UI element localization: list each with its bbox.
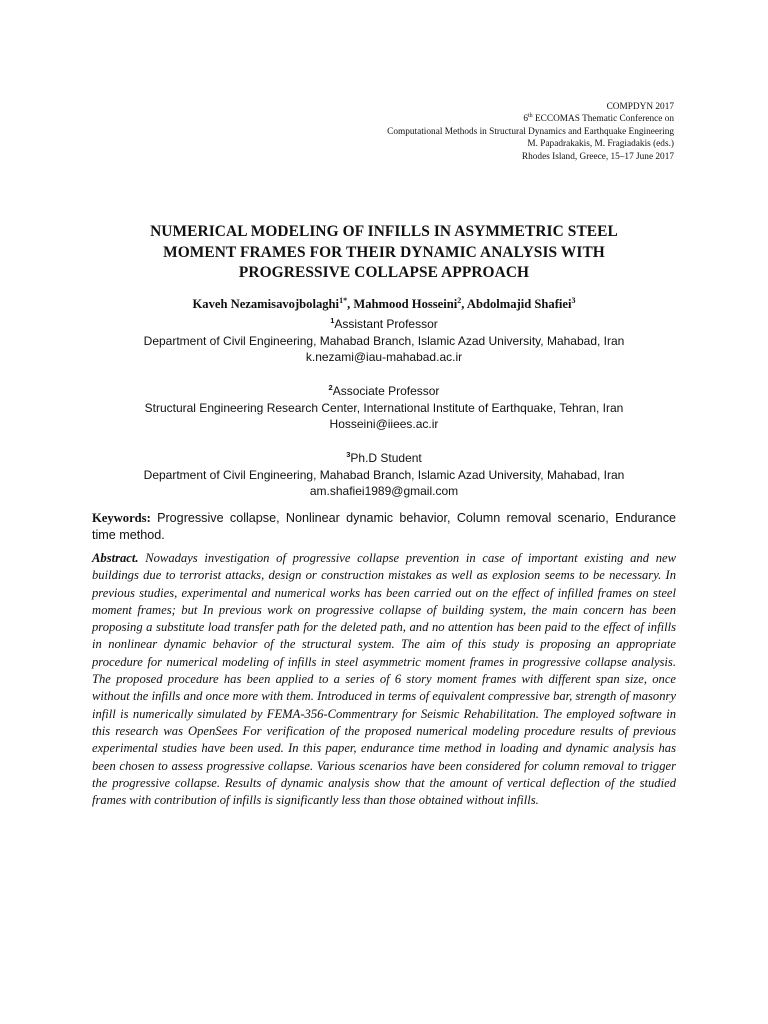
affiliation-position: $^2$Associate Professor xyxy=(328,383,440,398)
abstract-label: Abstract. xyxy=(92,551,139,565)
keywords-text: Progressive collapse, Nonlinear dynamic behavior, Column removal scenario, Endurance time method. xyxy=(92,511,676,542)
affiliation-institution: Department of Civil Engineering, Mahabad Branch, Islamic Azad University, Mahabad, Iran xyxy=(143,467,625,482)
affiliation-1 xyxy=(60,316,708,366)
conference-name: COMPDYN 2017 xyxy=(606,102,674,112)
affiliation-email: Hosseini@iiees.ac.ir xyxy=(329,417,439,431)
conference-location-date: Rhodes Island, Greece, 15–17 June 2017 xyxy=(521,151,674,162)
conference-topic: Computational Methods in Structural Dynamics and Earthquake Engineering xyxy=(387,126,674,137)
affiliation-position: $^1$Assistant Professor xyxy=(330,316,438,331)
affiliation-position: $^3$Ph.D Student xyxy=(346,450,422,465)
author-name: Abdolmajid Shafiei xyxy=(466,297,572,311)
affiliation-email: am.shafiei1989@gmail.com xyxy=(309,484,459,498)
author-list: Kaveh Nezamisavojbolaghi$^{1*}$, Mahmood Hosseini$^2$, Abdolmajid Shafiei$^3$ xyxy=(192,295,576,311)
affiliation-institution: Department of Civil Engineering, Mahabad Branch, Islamic Azad University, Mahabad, Iran xyxy=(143,333,625,348)
keywords-label: Keywords: xyxy=(92,511,151,525)
abstract-section xyxy=(92,550,676,809)
conference-header xyxy=(254,101,674,163)
author-name: Kaveh Nezamisavojbolaghi xyxy=(192,297,340,311)
affiliation-2 xyxy=(60,383,708,433)
abstract-text: Nowadays investigation of progressive collapse prevention in case of important existing and new buildings due to terrorist attacks, design or construction mistakes as well as explosion seems to be necessary. In previous studies, experimental and numerical works has been carried out on the effect of infilled frames on steel moment frames; but In previous work on progressive collapse of building system, the main concern has been proposing a substitute load transfer path for the deleted path, and no attention has been paid to the effect of infills in nonlinear dynamic behavior of the structural system. The aim of this study is proposing an appropriate procedure for numerical modeling of infills in steel asymmetric moment frames in progressive collapse analysis. The proposed procedure has been applied to a series of 6 story moment frames with different span size, once without the infills and once more with them. Introduced in terms of equivalent compressive bar, strength of masonry infill is numerically simulated by FEMA-356-Commentrary for Seismic Rehabilitation. The employed software in this research was OpenSees For verification of the proposed numerical modeling procedure results of previous experimental studies have been used. In this paper, endurance time method in loading and dynamic analysis has been chosen to assess progressive collapse. Various scenarios have been considered for column removal to trigger the progressive collapse. Results of dynamic analysis show that the amount of vertical deflection of the studied frames with contribution of infills is significantly less than those obtained without infills. xyxy=(92,551,676,808)
keywords-section xyxy=(92,510,676,543)
author-name: Mahmood Hosseini xyxy=(353,297,458,311)
paper-title: NUMERICAL MODELING OF INFILLS IN ASYMMETRIC STEEL MOMENT FRAMES FOR THEIR DYNAMIC ANALYSIS WITH PROGRESSIVE COLLAPSE APPROACH xyxy=(150,223,618,282)
affiliation-email: k.nezami@iau-mahabad.ac.ir xyxy=(305,350,463,364)
affiliation-institution: Structural Engineering Research Center, International Institute of Earthquake, Tehran, Iran xyxy=(144,400,624,415)
conference-edition: 6th ECCOMAS Thematic Conference on xyxy=(523,113,674,125)
conference-editors: M. Papadrakakis, M. Fragiadakis (eds.) xyxy=(527,139,674,150)
affiliation-3 xyxy=(60,450,708,500)
